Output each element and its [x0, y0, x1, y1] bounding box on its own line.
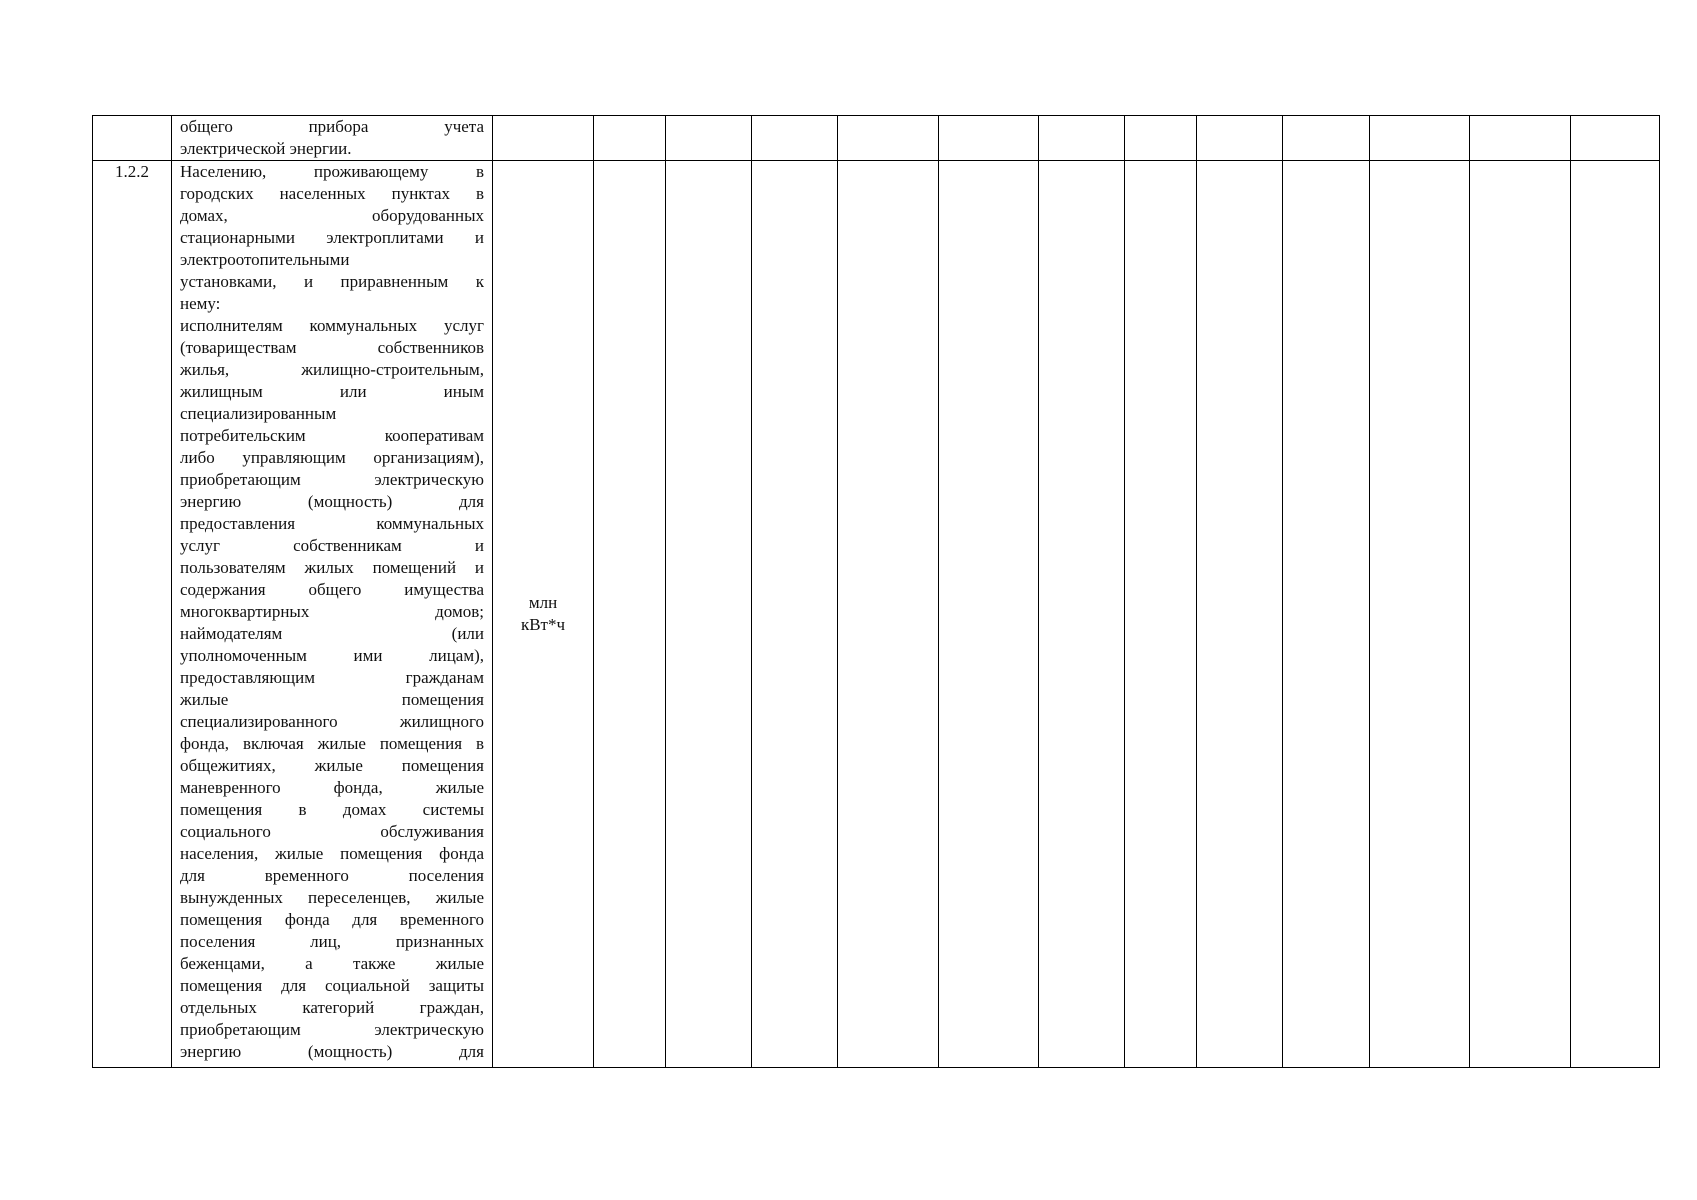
description-line: потребительским кооперативам: [180, 426, 484, 445]
value-cell: [838, 116, 939, 161]
description-line: стационарными электроплитами и: [180, 228, 484, 247]
value-cell: [939, 116, 1039, 161]
description-line: отдельных категорий граждан,: [180, 998, 484, 1017]
value-cell: [1571, 116, 1660, 161]
description-line: приобретающим электрическую: [180, 470, 484, 489]
unit-cell: [493, 161, 594, 1068]
row-number-cell: [93, 116, 172, 161]
description-line: энергию (мощность) для: [180, 1042, 484, 1061]
description-line: жилые помещения: [180, 690, 484, 709]
table-row: [93, 161, 1660, 1068]
value-cell: [939, 161, 1039, 1068]
unit-cell: [493, 116, 594, 161]
description-line: домах, оборудованных: [180, 206, 484, 225]
row-description-cell: [172, 161, 493, 1068]
value-cell: [1470, 161, 1571, 1068]
description-line: (товариществам собственников: [180, 338, 484, 357]
value-cell: [1283, 116, 1370, 161]
description-line: фонда, включая жилые помещения в: [180, 734, 484, 753]
description-line: приобретающим электрическую: [180, 1020, 484, 1039]
value-cell: [1283, 161, 1370, 1068]
description-line: помещения фонда для временного: [180, 910, 484, 929]
description-line: специализированного жилищного: [180, 712, 484, 731]
description-line: энергию (мощность) для: [180, 492, 484, 511]
description-line: пользователям жилых помещений и: [180, 558, 484, 577]
description-line: предоставляющим гражданам: [180, 668, 484, 687]
value-cell: [666, 161, 752, 1068]
value-cell: [1370, 161, 1470, 1068]
description-line: поселения лиц, признанных: [180, 932, 484, 951]
description-line: для временного поселения: [180, 866, 484, 885]
description-line: предоставления коммунальных: [180, 514, 484, 533]
value-cell: [1197, 116, 1283, 161]
value-cell: [666, 116, 752, 161]
value-cell: [1039, 116, 1125, 161]
description-line: социального обслуживания: [180, 822, 484, 841]
description-line: электрической энергии.: [180, 139, 352, 158]
description-line: специализированным: [180, 404, 337, 423]
value-cell: [594, 116, 666, 161]
value-cell: [1039, 161, 1125, 1068]
value-cell: [752, 161, 838, 1068]
value-cell: [1125, 161, 1197, 1068]
row-number-cell: 1.2.2: [93, 161, 172, 1068]
unit-label: кВт*ч: [520, 615, 566, 634]
table-row: [93, 116, 1660, 161]
unit-label: млн: [528, 593, 558, 612]
description-line: наймодателям (или: [180, 624, 484, 643]
value-cell: [838, 161, 939, 1068]
description-line: нему:: [180, 294, 221, 313]
description-line: услуг собственникам и: [180, 536, 484, 555]
description-line: вынужденных переселенцев, жилые: [180, 888, 484, 907]
description-line: электроотопительными: [180, 250, 350, 269]
description-line: жилищным или иным: [180, 382, 484, 401]
value-cell: [1370, 116, 1470, 161]
description-line: городских населенных пунктах в: [180, 184, 484, 203]
description-line: помещения для социальной защиты: [180, 976, 484, 995]
description-line: беженцами, а также жилые: [180, 954, 484, 973]
description-line: Населению, проживающему в: [180, 162, 484, 181]
description-line: содержания общего имущества: [180, 580, 484, 599]
value-cell: [1125, 116, 1197, 161]
description-line: установками, и приравненным к: [180, 272, 484, 291]
value-cell: [1571, 161, 1660, 1068]
description-line: жилья, жилищно-строительным,: [180, 360, 484, 379]
description-line: уполномоченным ими лицам),: [180, 646, 484, 665]
description-line: либо управляющим организациям),: [180, 448, 484, 467]
data-table: [92, 115, 1660, 1068]
value-cell: [594, 161, 666, 1068]
value-cell: [752, 116, 838, 161]
description-line: маневренного фонда, жилые: [180, 778, 484, 797]
value-cell: [1470, 116, 1571, 161]
row-description-cell: [172, 116, 493, 161]
description-line: многоквартирных домов;: [180, 602, 484, 621]
description-line: общежитиях, жилые помещения: [180, 756, 484, 775]
description-line: общего прибора учета: [180, 117, 484, 136]
description-line: помещения в домах системы: [180, 800, 484, 819]
value-cell: [1197, 161, 1283, 1068]
description-line: исполнителям коммунальных услуг: [180, 316, 484, 335]
description-line: населения, жилые помещения фонда: [180, 844, 484, 863]
